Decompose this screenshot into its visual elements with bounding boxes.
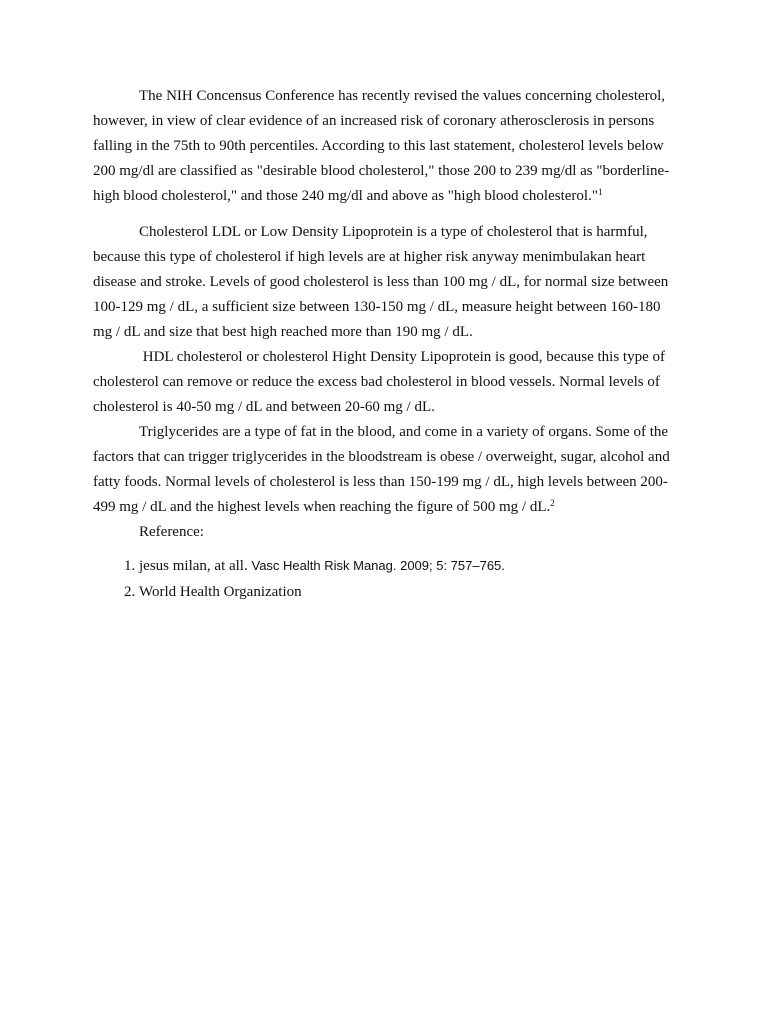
reference-item [139, 553, 678, 579]
reference-author: World Health Organization [139, 584, 302, 600]
paragraph-text: HDL cholesterol or cholesterol Hight Density Lipoprotein is good, because this type of cholesterol can remove or reduce the excess bad cholesterol in blood vessels. Normal levels of cholesterol is 40-50 mg / dL and between 20-60 mg / dL. [93, 349, 669, 415]
paragraph-ldl [93, 220, 678, 345]
reference-heading: Reference: [139, 524, 204, 540]
paragraph-nih-conference [93, 84, 678, 209]
reference-source: Vasc Health Risk Manag. 2009; 5: 757–765. [251, 558, 505, 573]
footnote-marker: 1 [597, 187, 603, 197]
paragraph-text: Triglycerides are a type of fat in the blood, and come in a variety of organs. Some of the factors that can trigger triglycerides in the bloodstream is obese / overweight, sugar, alcohol and fatty foods. Normal levels of cholesterol is less than 150-199 mg / dL, high levels between 200-499 mg / dL and the highest levels when reaching the figure of 500 mg / dL. [93, 424, 670, 515]
paragraph-text: The NIH Concensus Conference has recently revised the values concerning cholesterol, however, in view of clear evidence of an increased risk of coronary atherosclerosis in persons falling in the 75th to 90th percentiles. According to this last statement, cholesterol levels below 200 mg/dl are classified as "desirable blood cholesterol," those 200 to 239 mg/dl as "borderline-high blood cholesterol," and those 240 mg/dl and above as "high blood cholesterol." [93, 88, 670, 204]
reference-list [93, 553, 678, 605]
footnote-marker: 2 [550, 498, 555, 508]
paragraph-triglycerides [93, 420, 678, 520]
document-body [93, 84, 678, 605]
paragraph-text: Cholesterol LDL or Low Density Lipoprotein is a type of cholesterol that is harmful, because this type of cholesterol if high levels are at higher risk anyway menimbulakan heart disease and stroke. Levels of good cholesterol is less than 100 mg / dL, for normal size between 100-129 mg / dL, a sufficient size between 130-150 mg / dL, measure height between 160-180 mg / dL and size that best high reached more than 190 mg / dL. [93, 224, 669, 340]
reference-item [139, 579, 678, 605]
reference-author: jesus milan, at all. [139, 558, 252, 574]
paragraph-hdl [93, 345, 678, 420]
